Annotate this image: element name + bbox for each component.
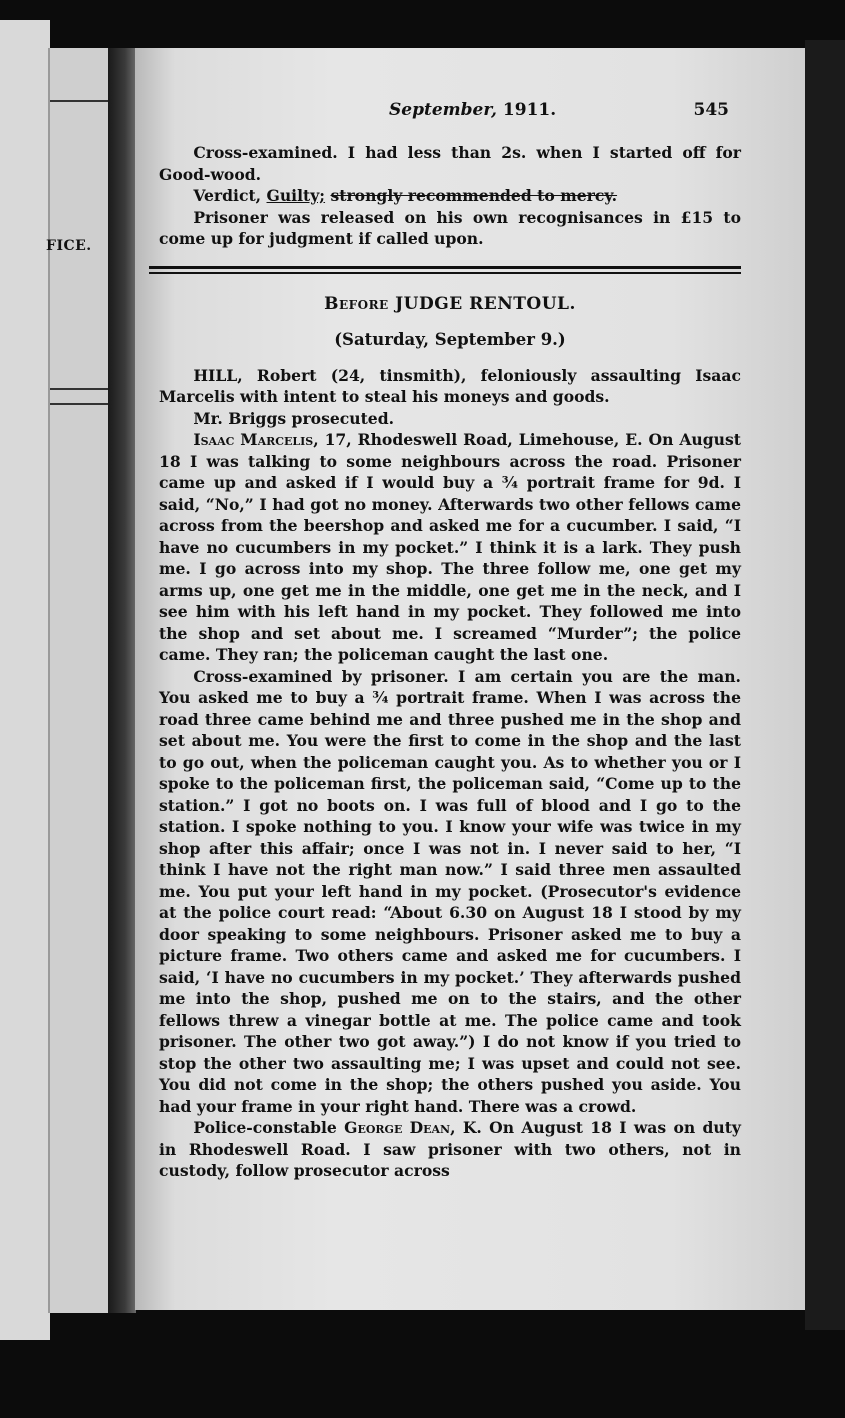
constable-name: George Dean,: [344, 1118, 456, 1137]
header-date: [389, 100, 556, 120]
witness-testimony-paragraph: [159, 429, 741, 666]
cross-examination-paragraph: Cross-examined by prisoner. I am certain you are the man. You asked me to buy a ¾ portrait frame. When I was across the road three came behind me and three pushed me in the shop and set about me. You were the first to come in the shop and the last to go out, when the policeman caught you. As to whether you or I spoke to the policeman first, the policeman said, “Come up to the station.” I got no boots on. I was full of blood and I go to the station. I spoke nothing to you. I know your wife was twice in my shop after this affair; once I was not in. I never said to her, “I think I have not the right man now.” I said three men assaulted me. You put your left hand in my pocket. (Prosecutor's evidence at the police court read: “About 6.30 on August 18 I stood by my door speaking to some neighbours. Prisoner asked me to buy a picture frame. Two others came and asked me for cucumbers. I said, ‘I have no cucumbers in my pocket.’ They afterwards pushed me into the shop, pushed me on to the stairs, and the other fellows threw a vinegar bottle at me. The police came and took prisoner. The other two got away.”) I do not know if you tried to stop the other two assaulting me; I was upset and could not see. You did not come in the shop; the others pushed you aside. You had your frame in your right hand. There was a crowd.: [159, 666, 741, 1116]
left-page-rule: [50, 388, 110, 390]
constable-prefix: Police-constable: [193, 1118, 337, 1137]
section-heading: [159, 294, 741, 316]
left-page-rule: [50, 403, 110, 405]
release-paragraph: Prisoner was released on his own recognisances in £15 to come up for judgment if called upon.: [159, 207, 741, 248]
running-header: [159, 100, 741, 126]
document-page: [135, 48, 805, 1310]
left-page-rule: [50, 100, 110, 102]
session-date: (Saturday, September 9.): [334, 330, 566, 349]
constable-testimony: K. On August 18 I was on duty in Rhodeswell Road. I saw prisoner with two others, not in custody, follow prosecutor across: [159, 1118, 741, 1180]
before-prefix: Before: [324, 293, 389, 314]
prosecution-paragraph: Mr. Briggs prosecuted.: [193, 408, 395, 428]
rule-thin: [149, 272, 741, 274]
witness-name: Isaac Marcelis,: [193, 430, 319, 449]
witness-testimony: 17, Rhodeswell Road, Limehouse, E. On August 18 I was talking to some neighbours across the road. Prisoner came up and asked if I would buy a ¾ portrait frame for 9d. I said, “No,” I had got no money. Afterwards two other fellows came across from the beershop and asked me for a cucumber. I said, “I have no cucumbers in my pocket.” I think it is a lark. They push me. I go across into my shop. The three follow me, one get my arms up, one get me in the middle, one get me in the neck, and I see him with his left hand in my pocket. They followed me into the shop and set about me. I screamed “Murder”; the police came. They ran; the policeman caught the last one.: [159, 430, 741, 664]
left-page-fragment: FICE.: [46, 238, 92, 254]
verdict-paragraph: [159, 185, 741, 207]
verdict-guilty: Guilty;: [266, 186, 326, 205]
header-year: 1911.: [502, 100, 557, 120]
verdict-struck-text: strongly recommended to mercy.: [330, 186, 618, 205]
right-edge: [805, 40, 845, 1330]
constable-testimony-paragraph: [159, 1117, 741, 1182]
left-page: [0, 20, 50, 1340]
cross-examined-paragraph: Cross-examined. I had less than 2s. when I started off for Good-wood.: [159, 143, 741, 184]
page-body: [159, 142, 741, 1182]
book-spine: [108, 48, 136, 1313]
header-month: September,: [389, 100, 497, 120]
judge-name: JUDGE RENTOUL.: [395, 293, 576, 314]
rule-thick: [149, 266, 741, 269]
page-number: 545: [693, 100, 729, 120]
section-double-rule: [149, 266, 741, 274]
indictment-paragraph: HILL, Robert (24, tinsmith), feloniously assaulting Isaac Marcelis with intent to steal his moneys and goods.: [159, 365, 741, 406]
verdict-label: Verdict,: [193, 186, 262, 205]
